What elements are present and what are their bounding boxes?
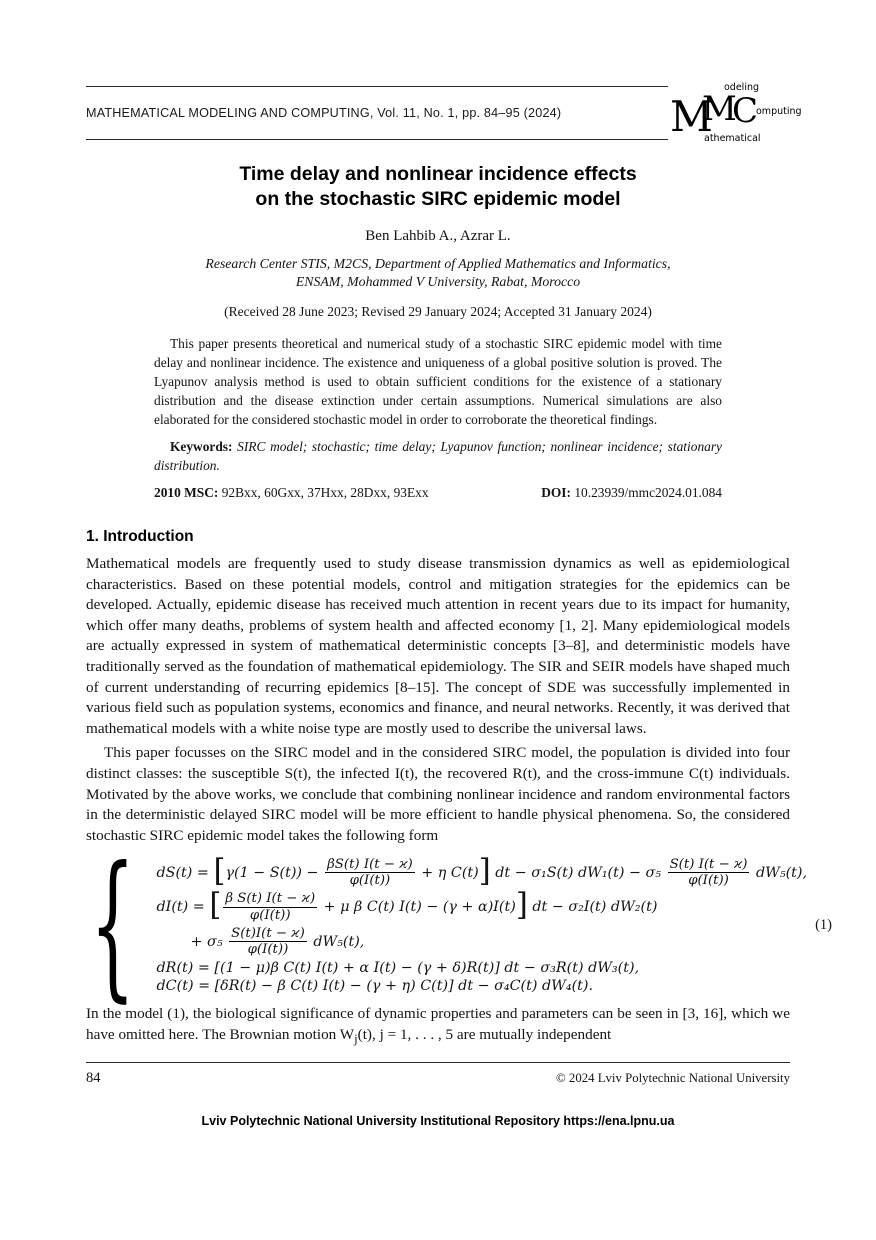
equation-text: dC(t) = [δR(t) − β C(t) I(t) − (γ + η) C(t)] dt − σ₄C(t) dW₄(t). xyxy=(156,977,594,994)
doi-entry xyxy=(541,485,722,501)
equation-text: dI(t) = xyxy=(156,899,210,916)
msc-doi-row xyxy=(154,485,722,501)
doi-value: 10.23939/mmc2024.01.084 xyxy=(574,485,722,500)
received-dates: (Received 28 June 2023; Revised 29 January 2024; Accepted 31 January 2024) xyxy=(224,304,652,319)
keywords-text: SIRC model; stochastic; time delay; Lyapunov function; nonlinear incidence; stationary distribution. xyxy=(154,439,722,473)
footer xyxy=(86,1070,790,1087)
equation-text: dt − σ₁S(t) dW₁(t) − σ₅ xyxy=(490,864,666,881)
copyright-notice: © 2024 Lviv Polytechnic National University xyxy=(556,1070,790,1085)
intro-paragraph-2: This paper focusses on the SIRC model and in the considered SIRC model, the population is divided into four distinct classes: the susceptible S(t), the infected I(t), the recovered R(t), and the cross-immune C(t) individuals. Motivated by the above works, we conclude that combining nonlinear incidence and random environmental factors in the deterministic delayed SIRC model will be more efficient to handle physical phenomena. So, the considered stochastic SIRC epidemic model takes the following form xyxy=(86,744,790,844)
equation-line xyxy=(157,960,808,976)
equation-text: + η C(t) xyxy=(416,864,479,881)
paragraph-3-text-cont: (t), j = 1, . . . , 5 are mutually independent xyxy=(357,1026,612,1043)
equation-line xyxy=(156,887,808,924)
keywords-label: Keywords: xyxy=(170,439,233,454)
equation-text: + μ β C(t) I(t) − (γ + α)I(t) xyxy=(319,899,516,916)
paragraph-3-text: In the model (1), the biological significance of dynamic properties and parameters can be seen in [3, 16], which we have omitted here. The Brownian motion W xyxy=(86,1005,790,1043)
footer-rule xyxy=(86,1062,790,1063)
article-title-line1: Time delay and nonlinear incidence effects xyxy=(239,163,637,185)
journal-header-text: MATHEMATICAL MODELING AND COMPUTING, Vol. 11, No. 1, pp. 84–95 (2024) xyxy=(86,106,562,120)
fraction: $\frac{S(t) I(t - ϰ)}{\varphi(I(t))}$ xyxy=(669,856,748,889)
fraction: $\frac{\beta S(t) I(t - ϰ)}{\varphi(I(t))}$ xyxy=(327,856,413,889)
keywords-block xyxy=(154,437,722,475)
affiliation-line1: Research Center STIS, M2CS, Department of Applied Mathematics and Informatics, xyxy=(205,256,671,271)
equation-text: dt − σ₂I(t) dW₂(t) xyxy=(527,899,658,916)
intro-paragraph-1: Mathematical models are frequently used to study disease transmission dynamics as well as epidemiological characteristics. Based on these potential models, control and mitigation strategies for the epidemics can be developed. Actually, epidemic disease has received much attention in recent years due to its impact for humanity, which offer many deaths, problems of system health and affected economy [1, 2]. Many epidemiological models are actually expressed in system of mathematical deterministic concepts [3–8], and deterministic models have traditionally served as the foundation of mathematical epidemiology. The SIR and SEIR models have shaped much of current understanding of recurring epidemics [8–15]. The concept of SDE was successfully implemented in various field such as population systems, economics and finance, and neural networks. Recently, it was derived that mathematical models with a white noise type are mostly used to describe the universal laws. xyxy=(86,555,790,737)
equation-brace: { xyxy=(90,833,136,1018)
fraction: $\frac{\text{β S(t) I(t − ϰ)}}{\varphi(I(t))}$ xyxy=(225,891,316,923)
article-title-line2: on the stochastic SIRC epidemic model xyxy=(255,188,621,210)
logo-letter-m1: M xyxy=(670,92,714,141)
repository-banner: Lviv Polytechnic National University Institutional Repository https://ena.lpnu.ua xyxy=(201,1113,675,1128)
affiliation xyxy=(0,255,876,291)
brownian-subscript: j xyxy=(354,1032,358,1047)
equation-text: dW₅(t), xyxy=(308,933,365,950)
fraction: $\frac{S(t)I(t - ϰ)}{\varphi(I(t))}$ xyxy=(231,925,305,958)
equation-text: dR(t) = [(1 − μ)β C(t) I(t) + α I(t) − (γ + δ)R(t)] dt − σ₃R(t) dW₃(t), xyxy=(156,959,640,976)
logo-letter-m2: M xyxy=(702,89,737,129)
journal-logo xyxy=(668,80,802,146)
section-heading-introduction: 1. Introduction xyxy=(86,528,194,545)
equation-text: dW₅(t), xyxy=(751,864,808,881)
big-bracket: [ xyxy=(213,852,226,889)
big-bracket: ] xyxy=(478,852,491,889)
equation-lines xyxy=(156,852,808,996)
article-title xyxy=(40,162,836,212)
logo-word-modeling: odeling xyxy=(724,82,760,93)
logo-letter-c: C xyxy=(732,91,759,131)
big-bracket: [ xyxy=(209,887,222,924)
equation-text: γ(1 − S(t)) − xyxy=(225,864,324,881)
equation-1 xyxy=(90,833,832,1018)
equation-text: + σ₅ xyxy=(190,933,228,950)
big-bracket: ] xyxy=(515,887,528,924)
logo-word-mathematical: athematical xyxy=(704,133,761,144)
doi-label: DOI: xyxy=(541,485,571,500)
msc-label: 2010 MSC: xyxy=(154,485,219,500)
logo-word-computing: omputing xyxy=(756,106,802,117)
equation-line xyxy=(157,978,808,994)
msc-entry xyxy=(154,485,429,501)
intro-paragraph-3 xyxy=(86,1004,790,1049)
equation-line xyxy=(157,926,808,958)
page-number: 84 xyxy=(86,1069,101,1086)
authors: Ben Lahbib A., Azrar L. xyxy=(365,228,511,244)
affiliation-line2: ENSAM, Mohammed V University, Rabat, Morocco xyxy=(295,274,581,289)
msc-codes: 92Bxx, 60Gxx, 37Hxx, 28Dxx, 93Exx xyxy=(221,485,429,500)
equation-text: dS(t) = xyxy=(156,864,214,881)
equation-number: (1) xyxy=(815,916,832,933)
equation-line xyxy=(156,852,808,889)
abstract: This paper presents theoretical and numerical study of a stochastic SIRC epidemic model with time delay and nonlinear incidence. The existence and uniqueness of a global positive solution is proved. The Lyapunov analysis method is used to obtain sufficient conditions for the existence of a stationary distribution and the disease extinction under certain assumptions. Numerical simulations are also elaborated for the considered stochastic model in order to corroborate the theoretical findings. xyxy=(154,336,722,427)
journal-header xyxy=(86,82,802,144)
